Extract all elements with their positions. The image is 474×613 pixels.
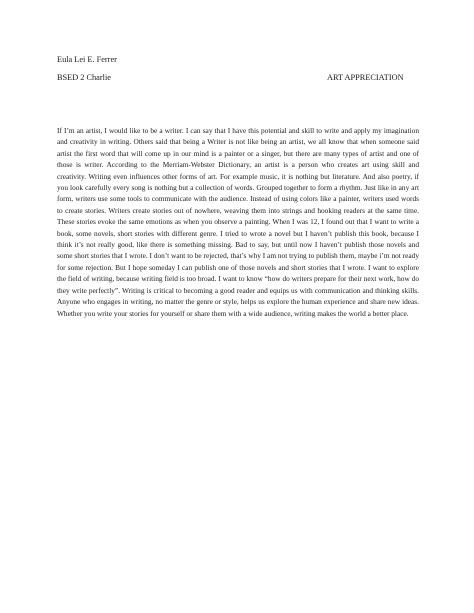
class-section: BSED 2 Charlie: [57, 73, 111, 82]
essay-paragraph: If I’m an artist, I would like to be a writer. I can say that I have this potential and skill to write and apply my imagination and creativity in writing. Others said that being a Writer is not like being an artist, we all know that when someone said artist the first word that will come up in our mind is a painter or a singer, but there are many types of artist and one of those is writer. According to the Merriam-Webster Dictionary, an artist is a person who creates art using skill and creativity. Writing even influences other forms of art. For example music, it is nothing but literature. And also poetry, if you look carefully every song is nothing but a collection of words. Grouped together to form a rhythm. Just like in any art form, writers use some tools to communicate with the audience. Instead of using colors like a painter, writers used words to create stories. Writers create stories out of nowhere, weaving them into strings and hooking readers at the same time. These stories evoke the same emotions as when you observe a painting. When I was 12, I found out that I want to write a book, some novels, short stories with different genre. I tried to wrote a novel but I haven’t publish this book, because I think it’s not really good, like there is something missing. Bad to say, but until now I haven’t publish those novels and some short stories that I wrote. I don’t want to be rejected, that’s why I am not trying to publish them, maybe i’m not ready for some rejection. But I hope someday I can publish one of those novels and short stories that I wrote. I want to explore the field of writing, because writing field is too broad. I want to know “how do writers prepare for their next work, how do they write perfectly”. Writing is critical to becoming a good reader and equips us with communication and thinking skills. Anyone who engages in writing, no matter the genre or style, helps us explore the human experience and share new ideas. Whether you write your stories for yourself or share them with a wide audience, writing makes the world a better place.: [57, 126, 419, 318]
author-name: Eula Lei E. Ferrer: [57, 55, 117, 64]
subject-title: ART APPRECIATION: [327, 73, 404, 82]
